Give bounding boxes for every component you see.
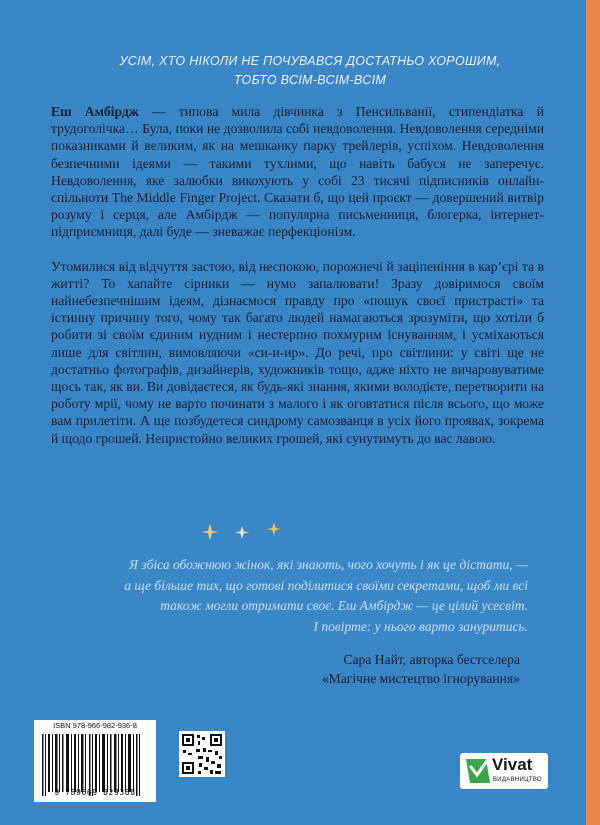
blurb-paragraph-1 [51,103,544,241]
quote-line-3: також могли отримати своє. Еш Амбірдж — це цілий усесвіт. [160,598,528,613]
qr-code-icon [179,731,225,777]
attribution-line-1: Сара Найт, авторка бестселера [343,652,520,667]
quote-line-2: а ще більше тих, що готові поділитися своїми секретами, щоб ми всі [124,577,528,593]
dedication-line-1: УСІМ, ХТО НІКОЛИ НЕ ПОЧУВАВСЯ ДОСТАТНЬО ХОРОШИМ, [119,54,501,68]
testimonial-quote [52,555,528,637]
quote-line-4: І повірте: у нього варто зануритись. [313,618,528,634]
blurb-paragraph-2: Утомилися від відчуття застою, від неспокою, порожнечі й заціпеніння в кар’єрі та в житті? То хапайте сірники — нумо запалювати! Зразу довіримося своїм найнебезпечнішим ідеям, дізнаємося правду про «пошук своєї пристрасті» та істинну причину того, чому так багато людей намагаються зрозуміти, що хотіли б робити зі своїм єдиним нудним і нестерпно похмурим існуванням, і усміхаються лише для світлин, вимовляючи «си-и-ир». До речі, про світлини: у світі ще не достатньо фотографів, дизайнерів, художників тощо, адже ніхто не вичаровуватиме щось так, як ви. Ви довідаєтеся, як будь-які знання, якими володієте, перетворити на роботу мрії, чому не варто починати з малого і як оговтатися після всього, що може вам прилетіти. А ще позбудетеся синдрому самозванця в усіх його проявах, зокрема й щодо грошей. Непристойно великих грошей, які сунутимуть до вас лавою. [51,258,544,446]
star-icon [201,524,219,540]
quote-attribution [200,650,520,688]
blurb [51,103,544,464]
publisher-name: Vivat [492,755,533,774]
isbn-label: ISBN 978-966-982-936-8 [53,721,137,730]
blurb-paragraph-1-text: — типова мила дівчинка з Пенсильванії, стипендіатка й трудоголічка… Була, поки не дозволила собі невдоволення. Невдоволення середніми показниками й великим, як на мешканку парку трейлерів, успіхом. Невдоволення безпечними ідеями — такими тухлими, що навіть бабуся не заперечує. Невдоволення, яке залюбки викохують у собі 23 тисячі підписників онлайн-спільноти The Middle Finger Project. Сказати б, що цей проєкт — довершений витвір розуму і серця, але Амбірдж — популярна письменниця, блогерка, інтернет-підприємниця, далі буде — зневажає перфекціонізм. [51,104,544,240]
quote-line-1: Я збіса обожнюю жінок, які знають, чого хочуть і як це дістати, — [129,557,528,572]
star-icon [235,526,249,539]
star-icon [267,522,281,536]
publisher-subtitle: ВИДАВНИЦТВО [493,777,542,783]
dedication [40,52,580,90]
barcode-digits: 9 789669 829368 [54,788,136,797]
dedication-line-2: ТОБТО ВСІМ-ВСІМ-ВСІМ [233,73,387,87]
author-name: Еш Амбірдж [51,104,139,119]
stars-decoration [200,520,300,544]
attribution-line-2: «Магічне мистецтво ігнорування» [321,671,520,686]
